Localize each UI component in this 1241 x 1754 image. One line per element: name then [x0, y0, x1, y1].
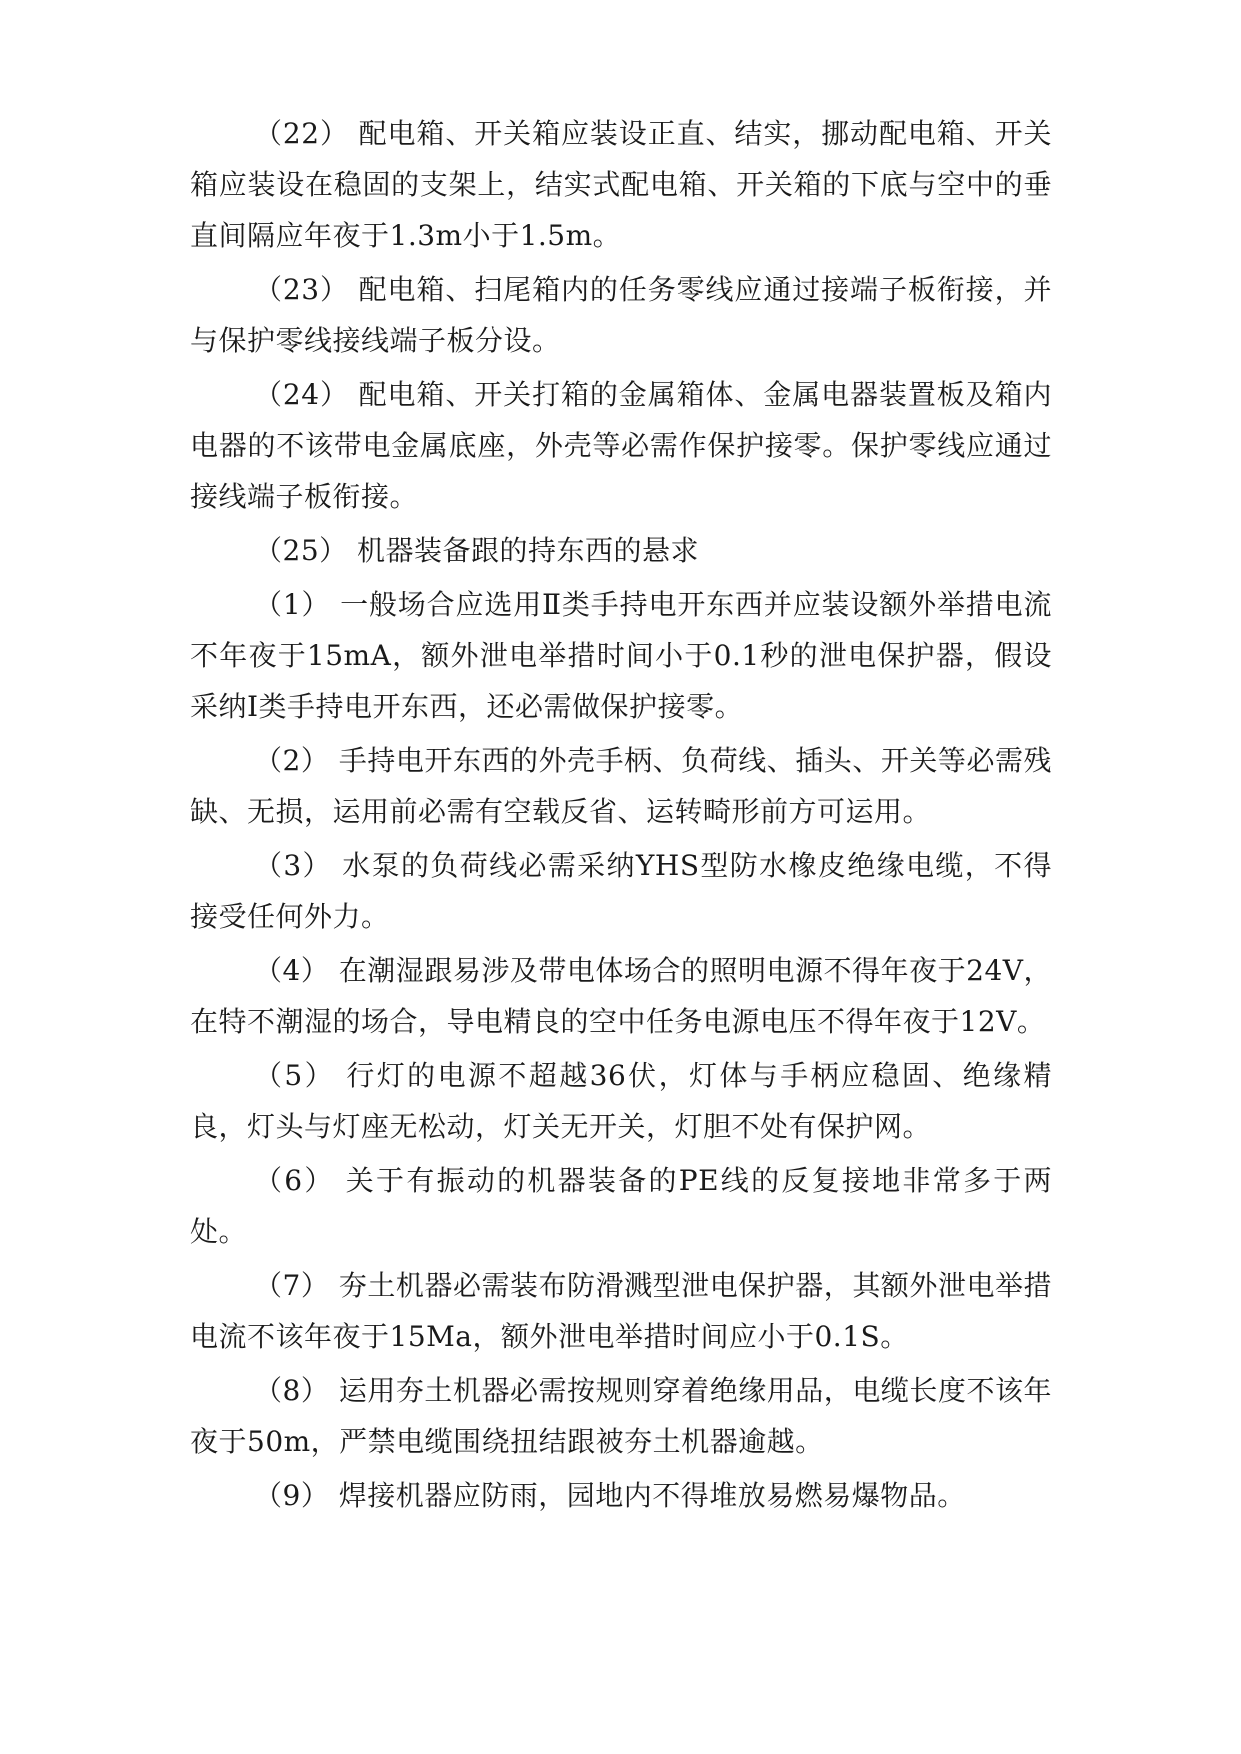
document-body	[190, 108, 1052, 1524]
paragraph-item-9: （9） 焊接机器应防雨，园地内不得堆放易燃易爆物品。	[254, 1479, 966, 1512]
paragraph-item-8: （8） 运用夯土机器必需按规则穿着绝缘用品，电缆长度不该年夜于50m，严禁电缆围绕扭结跟被夯土机器逾越。	[190, 1374, 1052, 1458]
paragraph-item-5: （5） 行灯的电源不超越36伏，灯体与手柄应稳固、绝缘精良，灯头与灯座无松动，灯关无开关，灯胆不处有保护网。	[190, 1059, 1052, 1143]
paragraph-item-2: （2） 手持电开东西的外壳手柄、负荷线、插头、开关等必需残缺、无损，运用前必需有空载反省、运转畸形前方可运用。	[190, 744, 1052, 828]
paragraph-item-6: （6） 关于有振动的机器装备的PE线的反复接地非常多于两处。	[190, 1164, 1052, 1248]
paragraph-item-1: （1） 一般场合应选用Ⅱ类手持电开东西并应装设额外举措电流不年夜于15mA，额外泄电举措时间小于0.1秒的泄电保护器，假设采纳I类手持电开东西，还必需做保护接零。	[190, 588, 1052, 723]
paragraph-23: （23） 配电箱、扫尾箱内的任务零线应通过接端子板衔接，并与保护零线接线端子板分设。	[190, 273, 1052, 357]
paragraph-25-heading: （25） 机器装备跟的持东西的悬求	[254, 534, 700, 567]
paragraph-item-4: （4） 在潮湿跟易涉及带电体场合的照明电源不得年夜于24V，在特不潮湿的场合，导电精良的空中任务电源电压不得年夜于12V。	[190, 954, 1052, 1038]
paragraph-24: （24） 配电箱、开关打箱的金属箱体、金属电器装置板及箱内电器的不该带电金属底座，外壳等必需作保护接零。保护零线应通过接线端子板衔接。	[190, 378, 1052, 513]
paragraph-item-3: （3） 水泵的负荷线必需采纳YHS型防水橡皮绝缘电缆，不得接受任何外力。	[190, 849, 1052, 933]
paragraph-item-7: （7） 夯土机器必需装布防滑溅型泄电保护器，其额外泄电举措电流不该年夜于15Ma，额外泄电举措时间应小于0.1S。	[190, 1269, 1052, 1353]
paragraph-22: （22） 配电箱、开关箱应装设正直、结实，挪动配电箱、开关箱应装设在稳固的支架上，结实式配电箱、开关箱的下底与空中的垂直间隔应年夜于1.3m小于1.5m。	[190, 117, 1052, 252]
